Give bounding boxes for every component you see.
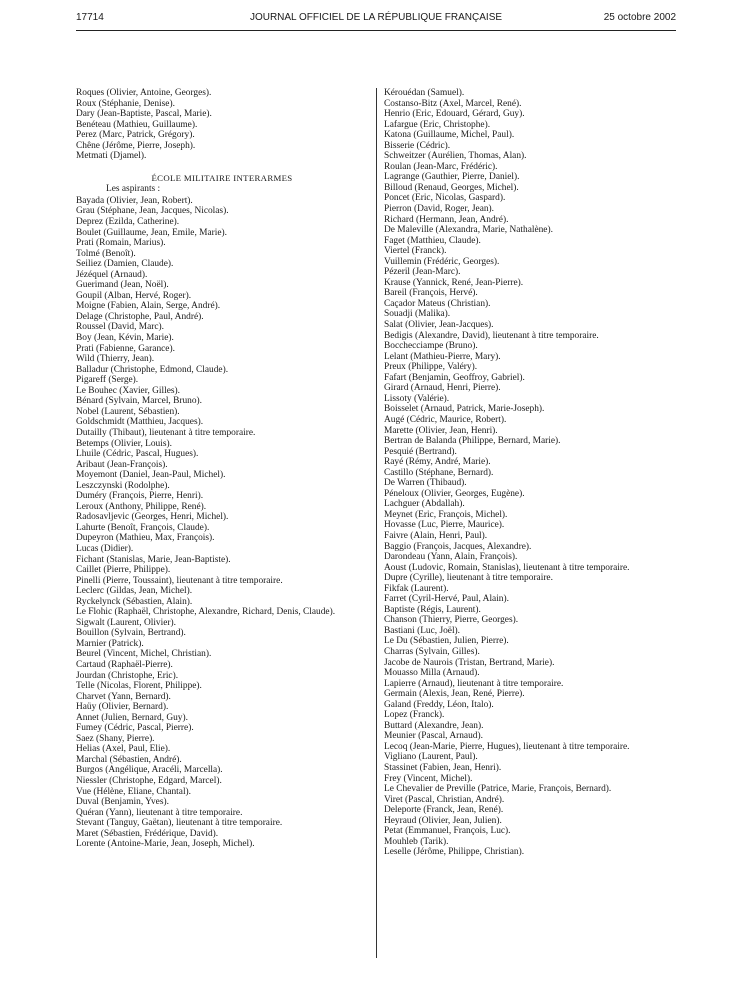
list-item: Beurel (Vincent, Michel, Christian). xyxy=(76,649,212,660)
list-item: Saez (Shany, Pierre). xyxy=(76,733,155,744)
publication-date: 25 octobre 2002 xyxy=(603,12,676,23)
list-item: Guerimand (Jean, Noël). xyxy=(76,280,169,291)
list-item: Marnier (Patrick). xyxy=(76,638,144,649)
list-item: Boisselet (Arnaud, Patrick, Marie-Joseph). xyxy=(384,404,545,415)
list-item: Richard (Hermann, Jean, André). xyxy=(384,214,509,225)
list-item: Delage (Christophe, Paul, André). xyxy=(76,311,204,322)
list-item: Augé (Cédric, Maurice, Robert). xyxy=(384,414,507,425)
list-item: Poncet (Eric, Nicolas, Gaspard). xyxy=(384,193,506,204)
list-item: Sigwalt (Laurent, Olivier). xyxy=(76,617,176,628)
list-item: Annet (Julien, Bernard, Guy). xyxy=(76,712,188,723)
list-item: Helias (Axel, Paul, Elie). xyxy=(76,744,171,755)
list-item: Lorente (Antoine-Marie, Jean, Joseph, Michel). xyxy=(76,839,255,850)
list-item: Moyemont (Daniel, Jean-Paul, Michel). xyxy=(76,470,226,481)
list-item: Le Bouhec (Xavier, Gilles). xyxy=(76,385,181,396)
list-item: Baptiste (Régis, Laurent). xyxy=(384,604,481,615)
list-item: Krause (Yannick, René, Jean-Pierre). xyxy=(384,277,524,288)
list-item: Niessler (Christophe, Edgard, Marcel). xyxy=(76,776,222,786)
list-item: Fumey (Cédric, Pascal, Pierre). xyxy=(76,723,194,734)
list-item: Vuillemin (Frédéric, Georges). xyxy=(384,256,500,267)
list-item: Chanson (Thierry, Pierre, Georges). xyxy=(384,615,519,626)
list-item: Galand (Freddy, Léon, Italo). xyxy=(384,699,494,710)
list-item: Maret (Sébastien, Frédérique, David). xyxy=(76,828,219,839)
list-item: Bayada (Olivier, Jean, Robert). xyxy=(76,195,193,206)
list-item: Salat (Olivier, Jean-Jacques). xyxy=(384,320,494,331)
list-item: Charras (Sylvain, Gilles). xyxy=(384,646,480,657)
section-gap xyxy=(76,162,368,170)
list-item: Burgos (Angélique, Aracéli, Marcella). xyxy=(76,765,223,776)
list-item: Pesquié (Bertrand). xyxy=(384,446,457,457)
list-item: Roussel (David, Marc). xyxy=(76,322,165,333)
page-header xyxy=(76,10,676,26)
list-item: Duval (Benjamin, Yves). xyxy=(76,797,169,808)
list-item: Mouasso Milla (Arnaud). xyxy=(384,668,480,679)
list-item: Deleporte (Franck, Jean, René). xyxy=(384,805,504,816)
list-item: Pigareff (Serge). xyxy=(76,375,139,386)
list-item: Souadji (Malika). xyxy=(384,309,451,320)
list-item: Nobel (Laurent, Sébastien). xyxy=(76,406,180,417)
list-item: Wild (Thierry, Jean). xyxy=(76,354,155,365)
list-item: Leroux (Anthony, Philippe, René). xyxy=(76,501,207,512)
list-item: Leclerc (Gildas, Jean, Michel). xyxy=(76,586,193,597)
left-main-list xyxy=(76,196,368,850)
list-item: Meunier (Pascal, Arnaud). xyxy=(384,731,483,742)
list-item: Lopez (Franck). xyxy=(384,710,445,721)
list-item: Goupil (Alban, Hervé, Roger). xyxy=(76,290,192,301)
list-item: Lafargue (Eric, Christophe). xyxy=(384,119,491,130)
list-item: Jacobe de Naurois (Tristan, Bertrand, Marie). xyxy=(384,657,555,668)
list-item: Lucas (Didier). xyxy=(76,543,134,554)
list-item: Telle (Nicolas, Florent, Philippe). xyxy=(76,681,202,692)
list-item: Aribaut (Jean-François). xyxy=(76,459,168,470)
list-item: De Warren (Thibaud). xyxy=(384,478,467,489)
list-item: Bedigis (Alexandre, David), lieutenant à titre temporaire. xyxy=(384,330,599,341)
list-item: Jézéquel (Arnaud). xyxy=(76,269,148,280)
list-item: Mouhleb (Tarik). xyxy=(384,836,449,847)
list-item: Hovasse (Luc, Pierre, Maurice). xyxy=(384,520,505,531)
list-item: Frey (Vincent, Michel). xyxy=(384,773,473,784)
list-item: Leselle (Jérôme, Philippe, Christian). xyxy=(384,847,525,858)
list-item: Perez (Marc, Patrick, Grégory). xyxy=(76,130,195,141)
list-item: Darondeau (Yann, Alain, François). xyxy=(384,552,518,563)
column-divider xyxy=(376,88,377,958)
list-item: Vue (Hélène, Eliane, Chantal). xyxy=(76,786,192,797)
list-item: Pinelli (Pierre, Toussaint), lieutenant à titre temporaire. xyxy=(76,575,283,586)
list-item: Benéteau (Mathieu, Guillaume). xyxy=(76,119,198,130)
list-item: Pézeril (Jean-Marc). xyxy=(384,267,461,278)
list-item: Fafart (Benjamin, Geoffroy, Gabriel). xyxy=(384,372,525,383)
list-item: Moigne (Fabien, Alain, Serge, André). xyxy=(76,301,221,312)
right-column xyxy=(384,88,676,858)
list-item: Lachguer (Abdallah). xyxy=(384,499,465,510)
list-item: Germain (Alexis, Jean, René, Pierre). xyxy=(384,689,525,700)
list-item: Buttard (Alexandre, Jean). xyxy=(384,720,484,731)
list-item: Prati (Fabienne, Garance). xyxy=(76,343,175,354)
list-item: Heyraud (Olivier, Jean, Julien). xyxy=(384,815,502,826)
list-item: Charvet (Yann, Bernard). xyxy=(76,691,171,702)
left-top-list xyxy=(76,88,368,162)
list-item: Viret (Pascal, Christian, André). xyxy=(384,794,505,805)
list-item: Petat (Emmanuel, François, Luc). xyxy=(384,826,511,837)
list-item: Boy (Jean, Kévin, Marie). xyxy=(76,333,174,344)
list-item: Viertel (Franck). xyxy=(384,246,447,257)
list-item: Vigliano (Laurent, Paul). xyxy=(384,752,478,763)
list-item: Ryckelynck (Sébastien, Alain). xyxy=(76,596,193,607)
list-item: Marchal (Sébastien, André). xyxy=(76,754,182,765)
list-item: Katona (Guillaume, Michel, Paul). xyxy=(384,130,515,141)
list-item: Bareil (François, Hervé). xyxy=(384,288,478,299)
list-item: Preux (Philippe, Valéry). xyxy=(384,362,478,373)
list-item: Le Chevalier de Preville (Patrice, Marie, François, Bernard). xyxy=(384,784,612,795)
list-item: Lelant (Mathieu-Pierre, Mary). xyxy=(384,351,501,362)
list-item: Farret (Cyril-Hervé, Paul, Alain). xyxy=(384,594,509,605)
list-item: Bisserie (Cédric). xyxy=(384,140,451,151)
list-item: De Maleville (Alexandra, Marie, Nathalène). xyxy=(384,225,553,236)
header-rule xyxy=(76,30,676,31)
section-intro: Les aspirants : xyxy=(106,184,161,195)
list-item: Roux (Stéphanie, Denise). xyxy=(76,98,175,109)
list-item: Haüy (Olivier, Bernard). xyxy=(76,702,169,713)
list-item: Baggio (François, Jacques, Alexandre). xyxy=(384,541,532,552)
list-item: Le Du (Sébastien, Julien, Pierre). xyxy=(384,636,509,647)
list-item: Lapierre (Arnaud), lieutenant à titre temporaire. xyxy=(384,678,564,689)
list-item: Castillo (Stéphane, Bernard). xyxy=(384,467,494,478)
list-item: Duméry (François, Pierre, Henri). xyxy=(76,491,204,502)
page-number: 17714 xyxy=(76,12,104,23)
list-item: Bertran de Balanda (Philippe, Bernard, Marie). xyxy=(384,436,561,447)
journal-title: JOURNAL OFFICIEL DE LA RÉPUBLIQUE FRANÇAISE xyxy=(249,12,503,23)
list-item: Goldschmidt (Matthieu, Jacques). xyxy=(76,417,204,428)
section-title: ÉCOLE MILITAIRE INTERARMES xyxy=(151,172,293,183)
list-item: Faivre (Alain, Henri, Paul). xyxy=(384,530,488,541)
right-list xyxy=(384,88,676,858)
list-item: Leszczynski (Rodolphe). xyxy=(76,480,170,491)
list-item: Jourdan (Christophe, Eric). xyxy=(76,670,179,681)
list-item: Bouillon (Sylvain, Bertrand). xyxy=(76,628,186,639)
list-item: Kérouédan (Samuel). xyxy=(384,88,465,98)
list-item: Rayé (Rémy, André, Marie). xyxy=(384,457,491,468)
list-item: Schweitzer (Aurélien, Thomas, Alan). xyxy=(384,151,527,162)
list-item: Chêne (Jérôme, Pierre, Joseph). xyxy=(76,140,196,151)
list-item: Lecoq (Jean-Marie, Pierre, Hugues), lieutenant à titre temporaire. xyxy=(384,741,630,752)
list-item: Billoud (Renaud, Georges, Michel). xyxy=(384,182,519,193)
list-item: Stassinet (Fabien, Jean, Henri). xyxy=(384,763,502,773)
list-item: Radosavljevic (Georges, Henri, Michel). xyxy=(76,512,229,523)
list-item: Meynet (Eric, François, Michel). xyxy=(384,509,508,520)
list-item: Grau (Stéphane, Jean, Jacques, Nicolas). xyxy=(76,206,229,217)
list-item: Dutailly (Thibaut), lieutenant à titre temporaire. xyxy=(76,427,256,438)
list-item: Stevant (Tanguy, Gaëtan), lieutenant à titre temporaire. xyxy=(76,818,283,829)
list-item: Fikfak (Laurent). xyxy=(384,583,449,594)
list-item: Marette (Olivier, Jean, Henri). xyxy=(384,425,498,436)
list-item: Lhuile (Cédric, Pascal, Hugues). xyxy=(76,449,199,460)
list-item: Dupre (Cyrille), lieutenant à titre temporaire. xyxy=(384,573,553,584)
list-item: Fichant (Stanislas, Marie, Jean-Baptiste). xyxy=(76,554,231,565)
list-item: Lissoty (Valérie). xyxy=(384,393,450,404)
list-item: Faget (Matthieu, Claude). xyxy=(384,235,481,246)
list-item: Prati (Romain, Marius). xyxy=(76,238,166,249)
list-item: Cartaud (Raphaël-Pierre). xyxy=(76,659,173,670)
list-item: Henrio (Eric, Edouard, Gérard, Guy). xyxy=(384,109,525,120)
list-item: Betemps (Olivier, Louis). xyxy=(76,438,172,449)
list-item: Bénard (Sylvain, Marcel, Bruno). xyxy=(76,396,203,407)
list-item: Péneloux (Olivier, Georges, Eugène). xyxy=(384,488,525,499)
list-item: Caillet (Pierre, Philippe). xyxy=(76,565,171,576)
list-item: Lagrange (Gauthier, Pierre, Daniel). xyxy=(384,172,520,183)
list-item: Roques (Olivier, Antoine, Georges). xyxy=(76,88,212,98)
list-item: Bocchecciampe (Bruno). xyxy=(384,341,478,352)
list-item: Deprez (Ezilda, Catherine). xyxy=(76,217,180,228)
list-item: Seiliez (Damien, Claude). xyxy=(76,259,174,270)
list-item: Dary (Jean-Baptiste, Pascal, Marie). xyxy=(76,109,212,120)
list-item: Lahurte (Benoît, François, Claude). xyxy=(76,522,210,533)
list-item: Costanso-Bitz (Axel, Marcel, René). xyxy=(384,98,522,109)
list-item: Quéran (Yann), lieutenant à titre temporaire. xyxy=(76,807,243,818)
list-item: Pierron (David, Roger, Jean). xyxy=(384,204,495,215)
list-item: Roulan (Jean-Marc, Frédéric). xyxy=(384,161,498,172)
list-item: Metmati (Djamel). xyxy=(76,151,147,162)
list-item: Dupeyron (Mathieu, Max, François). xyxy=(76,533,215,544)
list-item: Aoust (Ludovic, Romain, Stanislas), lieutenant à titre temporaire. xyxy=(384,562,630,573)
list-item: Bastiani (Luc, Joël). xyxy=(384,625,461,636)
list-item: Balladur (Christophe, Edmond, Claude). xyxy=(76,364,229,375)
list-item: Tolmé (Benoît). xyxy=(76,248,136,259)
list-item: Le Flohic (Raphaël, Christophe, Alexandre, Richard, Denis, Claude). xyxy=(76,607,336,618)
list-item: Caçador Mateus (Christian). xyxy=(384,298,491,309)
list-item: Girard (Arnaud, Henri, Pierre). xyxy=(384,383,501,394)
list-item: Boulet (Guillaume, Jean, Emile, Marie). xyxy=(76,227,227,238)
left-column xyxy=(76,88,368,850)
